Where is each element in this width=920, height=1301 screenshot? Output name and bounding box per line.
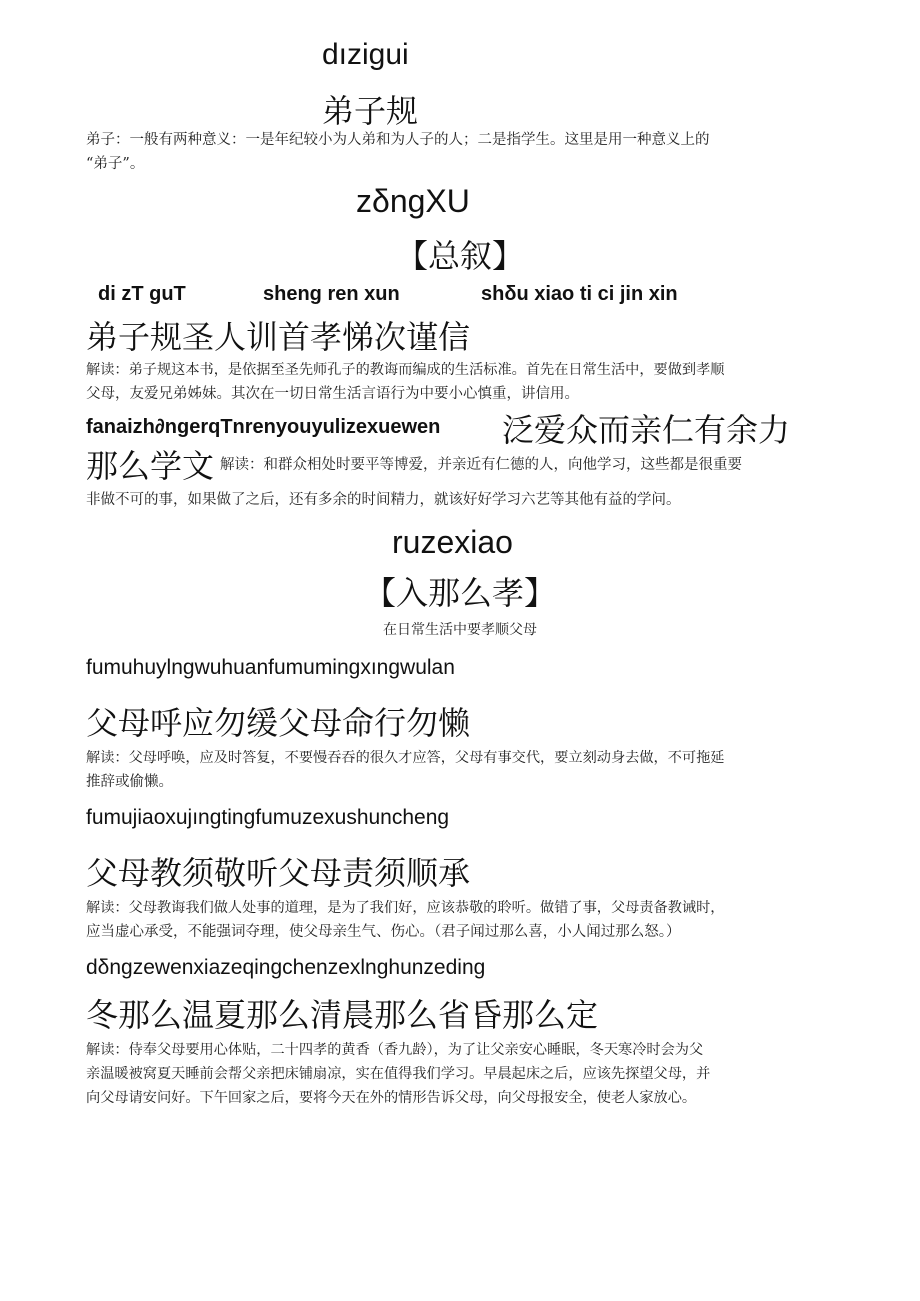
verse-1-pinyin-a: di zT guT — [98, 283, 186, 305]
verse-4-pinyin: fumujiaoxujıngtingfumuzexushuncheng — [86, 806, 450, 829]
section-2-subtitle: 在日常生活中要孝顺父母 — [383, 622, 537, 638]
section-1-heading: 【总叙】 — [395, 237, 524, 275]
verse-3-hanzi: 父母呼应勿缓父母命行勿懒 — [86, 704, 471, 742]
verse-2-note-line-1: 解读：和群众相处时要平等博爱，并亲近有仁德的人，向他学习，这些都是很重要 — [220, 457, 742, 473]
verse-2-hanzi-a: 泛爱众而亲仁有余力 — [502, 411, 791, 449]
section-1-pinyin: zδngXU — [356, 183, 470, 219]
title-hanzi: 弟子规 — [322, 92, 419, 130]
title-pinyin: dızigui — [322, 38, 409, 71]
verse-3-note-line-2: 推辞或偷懒。 — [86, 774, 173, 790]
verse-5-note-line-3: 向父母请安问好。下午回家之后，要将今天在外的情形告诉父母，向父母报安全，使老人家放心。 — [86, 1090, 697, 1106]
verse-5-hanzi: 冬那么温夏那么清晨那么省昏那么定 — [86, 996, 599, 1034]
verse-2-pinyin: fanaizh∂ngerqTnrenyouyulizexuewen — [86, 416, 441, 438]
verse-3-pinyin: fumuhuylngwuhuanfumumingxıngwulan — [86, 656, 455, 679]
verse-4-note-line-1: 解读：父母教诲我们做人处事的道理，是为了我们好，应该恭敬的聆听。做错了事，父母责备教诫时， — [86, 900, 725, 916]
verse-1-hanzi: 弟子规圣人训首孝悌次谨信 — [86, 318, 471, 356]
verse-5-note-line-2: 亲温暖被窝夏天睡前会帮父亲把床铺扇凉，实在值得我们学习。早晨起床之后，应该先探望父母，并 — [86, 1066, 711, 1082]
verse-5-note-line-1: 解读：侍奉父母要用心体贴，二十四孝的黄香（香九龄），为了让父亲安心睡眠，冬天寒冷时会为父 — [86, 1042, 704, 1058]
verse-3-note-line-1: 解读：父母呼唤，应及时答复，不要慢吞吞的很久才应答，父母有事交代，要立刻动身去做，不可拖延 — [86, 750, 725, 766]
verse-2-hanzi-b: 那么学文 — [86, 447, 215, 485]
verse-4-hanzi: 父母教须敬听父母责须顺承 — [86, 854, 471, 892]
verse-5-pinyin: dδngzewenxiazeqingchenzexlnghunzeding — [86, 956, 486, 979]
section-2-heading: 【入那么孝】 — [363, 574, 556, 612]
section-2-pinyin: ruzexiao — [392, 524, 513, 560]
verse-4-note-line-2: 应当虚心承受，不能强词夺理，使父母亲生气、伤心。（君子闻过那么喜，小人闻过那么怒。） — [86, 924, 681, 940]
verse-1-note-line-1: 解读：弟子规这本书，是依据至圣先师孔子的教诲而编成的生活标准。首先在日常生活中，要做到孝顺 — [86, 362, 725, 378]
intro-note-line-2: “弟子”。 — [86, 156, 145, 172]
verse-1-pinyin-c: shδu xiao ti ci jin xin — [481, 283, 678, 305]
verse-2-note-line-2: 非做不可的事，如果做了之后，还有多余的时间精力，就该好好学习六艺等其他有益的学问。 — [86, 492, 681, 508]
verse-1-pinyin-b: sheng ren xun — [263, 283, 400, 305]
intro-note-line-1: 弟子：一般有两种意义：一是年纪较小为人弟和为人子的人；二是指学生。这里是用一种意义上的 — [86, 132, 710, 148]
verse-1-note-line-2: 父母，友爱兄弟姊妹。其次在一切日常生活言语行为中要小心慎重，讲信用。 — [86, 386, 579, 402]
